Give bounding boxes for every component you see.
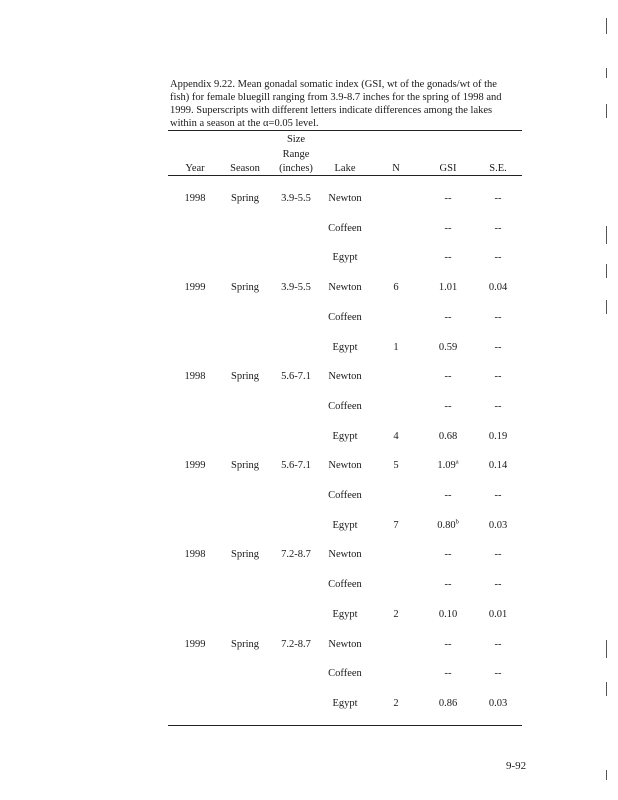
table-row: [0, 223, 618, 237]
cell-gsi-text: --: [444, 549, 452, 561]
cell-lake: [322, 490, 368, 502]
cell-gsi-text: --: [444, 371, 452, 383]
cell-size-range: [274, 193, 318, 205]
cell-lake-text: Coffeen: [328, 400, 362, 412]
scan-speck: [606, 640, 607, 658]
cell-se-text: --: [494, 638, 502, 650]
table-row: [0, 520, 618, 534]
cell-se-text: 0.01: [488, 608, 508, 620]
cell-se: [479, 668, 517, 680]
caption-line-3: 1999. Superscripts with different letters indicate differences among the lakes: [170, 105, 493, 116]
table-row: [0, 698, 618, 712]
cell-se-text: 0.03: [488, 519, 508, 531]
cell-se: [479, 490, 517, 502]
table-row: [0, 490, 618, 504]
scan-speck: [606, 264, 607, 278]
cell-lake-text: Newton: [328, 193, 362, 204]
cell-gsi: [428, 223, 468, 235]
cell-year-text: 1999: [184, 282, 206, 294]
cell-gsi: [428, 520, 468, 532]
cell-year: [175, 460, 215, 472]
page-number: 9-92: [506, 760, 527, 772]
cell-season-text: Spring: [230, 371, 259, 383]
cell-se-text: --: [494, 341, 502, 353]
cell-gsi-text: --: [444, 668, 452, 680]
cell-se-text: 0.19: [488, 430, 508, 442]
table-row: [0, 549, 618, 563]
cell-year: [175, 549, 215, 561]
cell-gsi-text: --: [444, 222, 452, 234]
scan-speck: [606, 68, 607, 78]
scan-speck: [606, 300, 607, 314]
cell-size-range-text: 5.6-7.1: [281, 371, 311, 383]
cell-season: [224, 460, 266, 472]
cell-season: [224, 371, 266, 383]
cell-season-text: Spring: [230, 460, 259, 472]
header-se: S.E.: [489, 163, 507, 174]
table-bottom-rule: [168, 725, 522, 726]
cell-lake: [322, 312, 368, 324]
caption-line-1: Appendix 9.22. Mean gonadal somatic index (GSI, wt of the gonads/wt of the: [170, 79, 497, 90]
significance-superscript: b: [455, 518, 459, 526]
table-row: [0, 193, 618, 207]
cell-se: [479, 312, 517, 324]
cell-se-text: --: [494, 549, 502, 561]
cell-gsi-text: --: [444, 638, 452, 650]
cell-gsi: [428, 639, 468, 651]
cell-gsi: [428, 609, 468, 621]
cell-gsi: [428, 490, 468, 502]
cell-n-text: 2: [393, 608, 399, 620]
cell-season: [224, 549, 266, 561]
table-row: [0, 609, 618, 623]
cell-lake-text: Newton: [328, 460, 362, 472]
cell-se: [479, 579, 517, 591]
cell-gsi: [428, 282, 468, 294]
cell-gsi-text: --: [444, 490, 452, 501]
cell-year-text: 1998: [184, 549, 206, 561]
table-row: [0, 579, 618, 593]
table-row: [0, 431, 618, 445]
header-rule: [168, 175, 522, 176]
header-size-line-1: Size: [286, 134, 306, 145]
table-row: [0, 371, 618, 385]
cell-size-range-text: 7.2-8.7: [281, 549, 311, 561]
cell-lake: [322, 549, 368, 561]
cell-lake: [322, 698, 368, 710]
cell-year: [175, 282, 215, 294]
cell-gsi-text: 1.09: [437, 460, 456, 472]
scan-speck: [606, 104, 607, 118]
cell-lake-text: Egypt: [332, 697, 358, 709]
cell-size-range-text: 5.6-7.1: [281, 460, 311, 472]
cell-lake-text: Newton: [328, 638, 362, 650]
cell-n-text: 7: [393, 519, 399, 531]
cell-season: [224, 639, 266, 651]
cell-se: [479, 520, 517, 532]
cell-se-text: 0.04: [488, 282, 508, 294]
header-gsi: GSI: [439, 163, 457, 174]
table-row: [0, 282, 618, 296]
cell-se-text: --: [494, 668, 502, 680]
cell-se-text: --: [494, 579, 502, 591]
cell-gsi-text: 0.86: [438, 697, 458, 709]
cell-year-text: 1999: [184, 638, 206, 650]
cell-se: [479, 460, 517, 472]
cell-gsi-text: --: [444, 193, 452, 204]
cell-size-range-text: 3.9-5.5: [281, 282, 311, 294]
cell-lake-text: Egypt: [332, 608, 358, 620]
cell-lake-text: Newton: [328, 371, 362, 383]
cell-size-range: [274, 371, 318, 383]
cell-n-text: 1: [393, 341, 399, 353]
cell-n: [386, 282, 406, 294]
cell-size-range: [274, 639, 318, 651]
cell-se-text: --: [494, 193, 502, 204]
cell-size-range-text: 7.2-8.7: [281, 638, 311, 650]
cell-lake: [322, 401, 368, 413]
cell-se: [479, 252, 517, 264]
cell-se: [479, 223, 517, 235]
cell-se: [479, 698, 517, 710]
cell-gsi-text: --: [444, 311, 452, 323]
cell-gsi-text: 0.59: [438, 341, 458, 353]
table-row: [0, 401, 618, 415]
caption-line-4-start: within a season at the: [170, 118, 264, 129]
cell-se: [479, 401, 517, 413]
header-season: Season: [230, 163, 260, 174]
cell-gsi-text: 0.10: [438, 608, 458, 620]
table-row: [0, 312, 618, 326]
cell-se: [479, 371, 517, 383]
cell-year: [175, 371, 215, 383]
cell-se: [479, 549, 517, 561]
cell-lake: [322, 579, 368, 591]
cell-size-range-text: 3.9-5.5: [281, 193, 311, 204]
cell-gsi: [428, 342, 468, 354]
cell-n: [386, 609, 406, 621]
cell-lake-text: Coffeen: [328, 222, 362, 234]
table-row: [0, 668, 618, 682]
cell-gsi-text: 1.01: [438, 282, 458, 294]
cell-n-text: 4: [393, 430, 399, 442]
cell-gsi-text: 0.80: [437, 519, 456, 531]
cell-lake: [322, 282, 368, 294]
cell-n-text: 6: [393, 282, 399, 294]
cell-year-text: 1998: [184, 193, 206, 204]
cell-se-text: --: [494, 490, 502, 501]
cell-lake: [322, 371, 368, 383]
cell-n: [386, 431, 406, 443]
cell-season: [224, 193, 266, 205]
cell-season-text: Spring: [230, 193, 259, 204]
cell-lake: [322, 609, 368, 621]
cell-gsi-text: 0.68: [438, 430, 458, 442]
table-caption: [170, 78, 520, 130]
table-row: [0, 639, 618, 653]
cell-lake-text: Newton: [328, 282, 362, 294]
cell-year: [175, 193, 215, 205]
table-row: [0, 342, 618, 356]
cell-se: [479, 639, 517, 651]
cell-se-text: --: [494, 222, 502, 234]
cell-n-text: 5: [393, 460, 399, 472]
cell-lake: [322, 460, 368, 472]
cell-lake: [322, 639, 368, 651]
scan-speck: [606, 18, 607, 34]
cell-gsi: [428, 193, 468, 205]
cell-lake-text: Egypt: [332, 341, 358, 353]
cell-lake: [322, 252, 368, 264]
header-size-range: [274, 133, 318, 177]
cell-lake-text: Coffeen: [328, 311, 362, 323]
cell-n-text: 2: [393, 697, 399, 709]
cell-gsi: [428, 252, 468, 264]
cell-lake-text: Egypt: [332, 430, 358, 442]
cell-size-range: [274, 460, 318, 472]
header-year: Year: [185, 163, 205, 174]
cell-size-range: [274, 282, 318, 294]
cell-lake: [322, 342, 368, 354]
cell-se: [479, 193, 517, 205]
cell-lake-text: Coffeen: [328, 579, 362, 591]
cell-se-text: 0.03: [488, 697, 508, 709]
header-lake: Lake: [334, 163, 356, 174]
cell-gsi: [428, 549, 468, 561]
cell-gsi-text: --: [444, 252, 452, 264]
caption-line-4: [170, 117, 520, 130]
table-row: [0, 252, 618, 266]
cell-se-text: --: [494, 311, 502, 323]
cell-lake-text: Coffeen: [328, 668, 362, 680]
cell-se: [479, 342, 517, 354]
scan-speck: [606, 226, 607, 244]
cell-gsi-text: --: [444, 579, 452, 591]
cell-lake: [322, 193, 368, 205]
cell-lake: [322, 223, 368, 235]
cell-gsi: [428, 312, 468, 324]
cell-gsi: [428, 698, 468, 710]
caption-line-4-end: =0.05 level.: [268, 118, 319, 129]
caption-line-2: fish) for female bluegill ranging from 3.9-8.7 inches for the spring of 1998 and: [170, 92, 502, 103]
cell-year-text: 1998: [184, 371, 206, 383]
cell-n: [386, 342, 406, 354]
cell-size-range: [274, 549, 318, 561]
cell-n: [386, 520, 406, 532]
cell-year-text: 1999: [184, 460, 206, 472]
cell-se: [479, 431, 517, 443]
cell-gsi: [428, 460, 468, 472]
cell-season-text: Spring: [230, 282, 259, 294]
scan-speck: [606, 770, 607, 780]
cell-lake: [322, 520, 368, 532]
cell-gsi: [428, 401, 468, 413]
cell-se: [479, 609, 517, 621]
cell-se: [479, 282, 517, 294]
cell-n: [386, 460, 406, 472]
cell-se-text: --: [494, 400, 502, 412]
cell-lake-text: Egypt: [332, 519, 358, 531]
scan-speck: [606, 682, 607, 696]
cell-gsi: [428, 371, 468, 383]
cell-season-text: Spring: [230, 638, 259, 650]
table-top-rule: [168, 130, 522, 131]
cell-gsi: [428, 431, 468, 443]
cell-year: [175, 639, 215, 651]
table-row: [0, 460, 618, 474]
cell-lake-text: Newton: [328, 549, 362, 561]
cell-se-text: --: [494, 252, 502, 264]
alpha-symbol: α: [263, 118, 269, 129]
cell-season-text: Spring: [230, 549, 259, 561]
header-n: N: [392, 163, 400, 174]
cell-se-text: 0.14: [488, 460, 508, 472]
cell-lake: [322, 431, 368, 443]
cell-lake-text: Coffeen: [328, 490, 362, 501]
cell-lake: [322, 668, 368, 680]
cell-lake-text: Egypt: [332, 252, 358, 264]
header-size-line-2: Range: [282, 148, 310, 160]
header-size-line-3: (inches): [279, 163, 313, 174]
cell-gsi-text: --: [444, 400, 452, 412]
cell-gsi: [428, 668, 468, 680]
cell-season: [224, 282, 266, 294]
cell-se-text: --: [494, 371, 502, 383]
significance-superscript: a: [455, 458, 459, 466]
cell-n: [386, 698, 406, 710]
cell-gsi: [428, 579, 468, 591]
